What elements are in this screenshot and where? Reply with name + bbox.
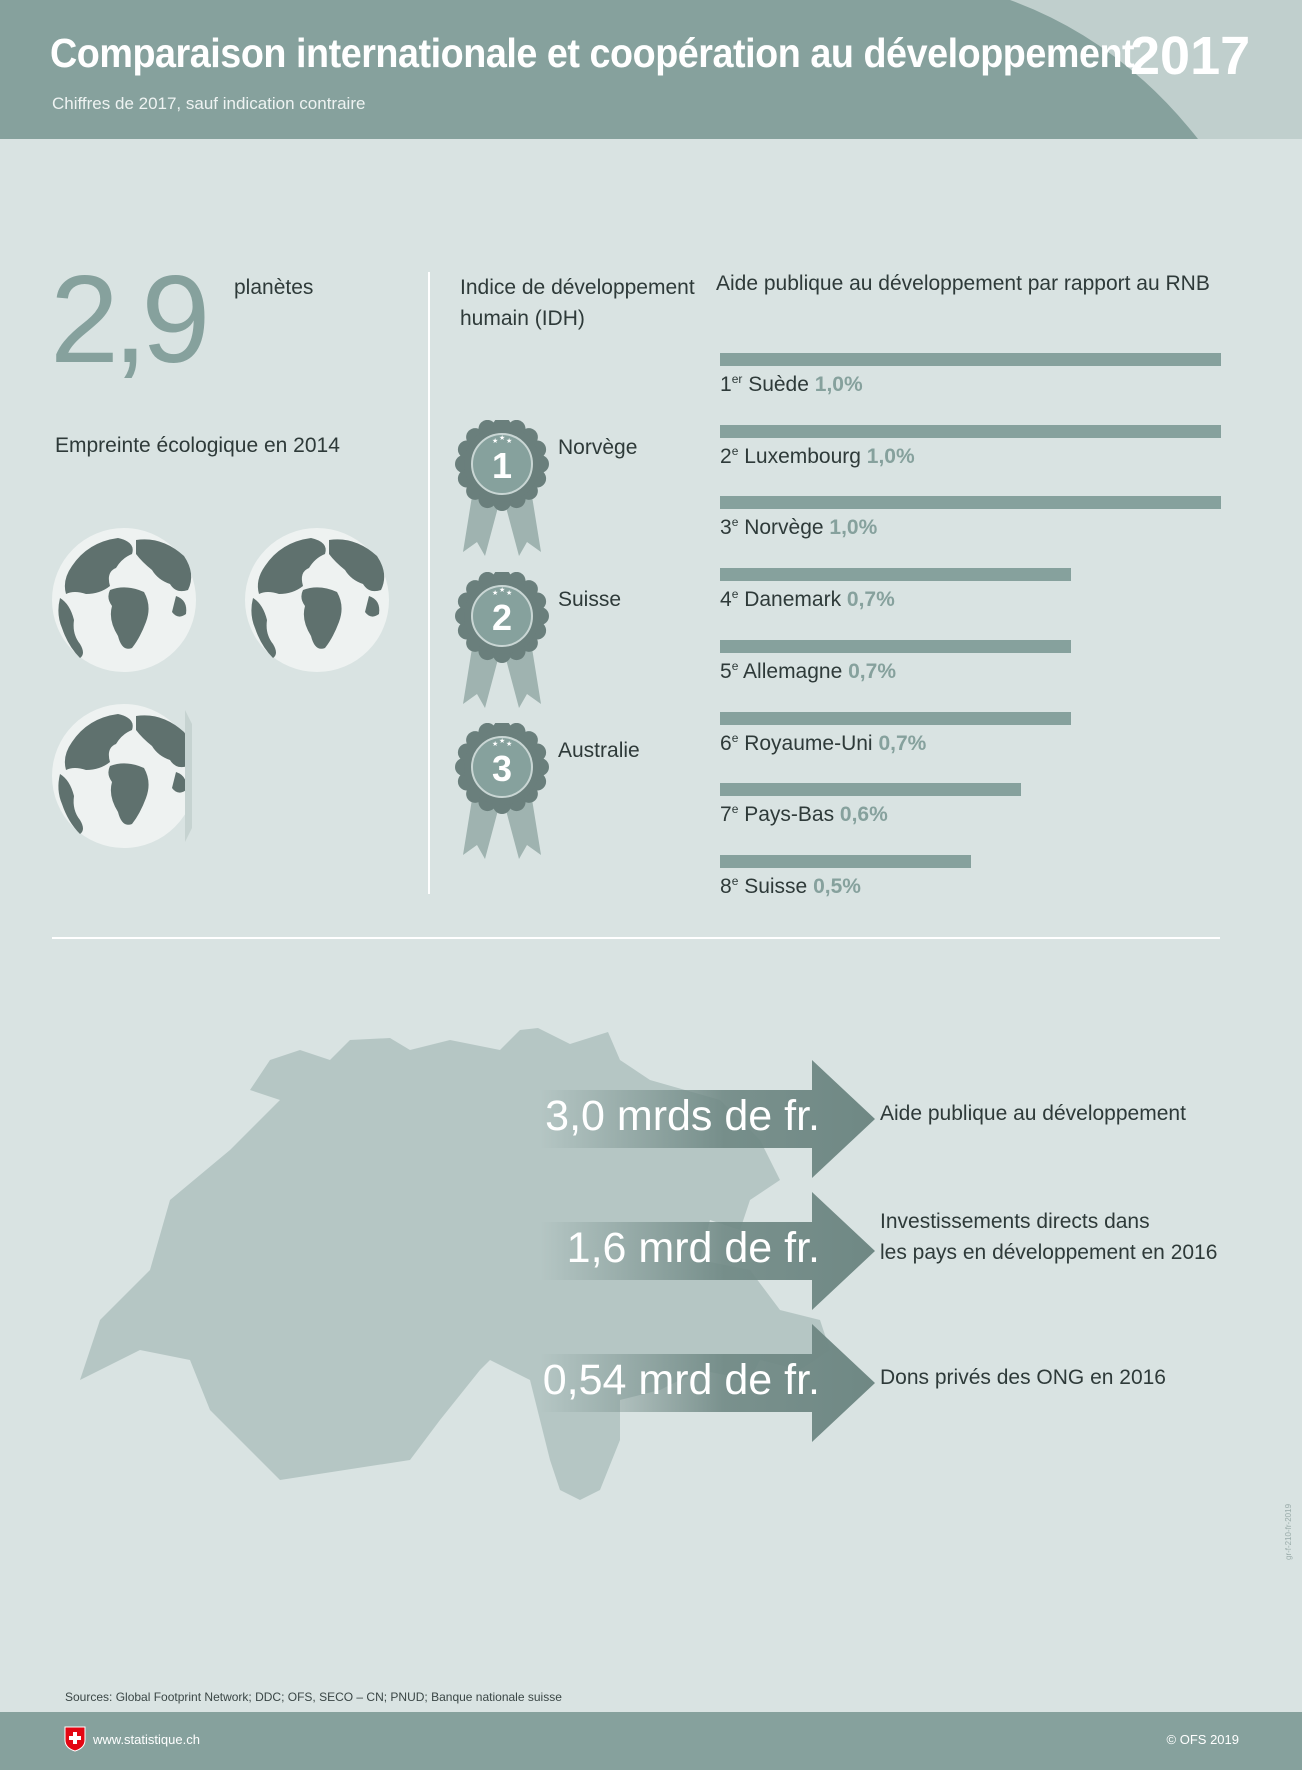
column-divider [428, 272, 430, 894]
apd-bar-label [720, 515, 877, 540]
apd-bar [720, 568, 1071, 581]
idh-country-label: Suisse [558, 588, 622, 611]
header-banner [0, 0, 1302, 139]
apd-value: 0,7% [848, 659, 896, 683]
svg-text:★: ★ [499, 586, 506, 594]
rank-number: 8 [720, 874, 732, 898]
apd-bar [720, 640, 1071, 653]
globe-icon-partial [52, 704, 196, 848]
flow-description [880, 1098, 1186, 1129]
apd-bar [720, 712, 1071, 725]
footprint-value: 2,9 [50, 251, 205, 389]
apd-bar-label [720, 731, 926, 756]
svg-text:★: ★ [492, 740, 499, 748]
apd-value: 1,0% [814, 373, 863, 396]
svg-text:★: ★ [499, 434, 506, 442]
flow-description-line: Aide publique au développement [880, 1102, 1186, 1125]
flow-value: 0,54 mrd de fr. [542, 1356, 820, 1404]
apd-bar [720, 855, 971, 868]
footprint-label: Empreinte écologique en 2014 [55, 434, 340, 457]
rank-suffix: e [731, 873, 739, 888]
rank-number: 3 [720, 516, 732, 540]
sources-note: Sources: Global Footprint Network; DDC; OFS, SECO – CN; PNUD; Banque nationale suisse [65, 1690, 562, 1704]
country-name: Danemark [738, 588, 847, 612]
apd-value: 1,0% [829, 516, 878, 540]
rank-suffix: er [731, 372, 743, 386]
svg-text:★: ★ [499, 737, 506, 745]
page-subtitle: Chiffres de 2017, sauf indication contraire [52, 94, 366, 113]
medal-icon [455, 572, 549, 712]
globe-icon [52, 528, 196, 672]
footprint-unit: planètes [234, 276, 314, 299]
country-name: Suède [742, 373, 815, 396]
idh-title: Indice de développement humain (IDH) [460, 276, 695, 330]
apd-bar-label [720, 372, 863, 397]
country-name: Pays-Bas [738, 803, 840, 827]
apd-bar [720, 496, 1221, 509]
page-title: Comparaison internationale et coopération au développement [50, 30, 1135, 76]
rank-number: 7 [720, 803, 732, 827]
rank-number: 2 [720, 444, 732, 468]
website-link[interactable]: www.statistique.ch [93, 1732, 200, 1747]
svg-text:★: ★ [506, 437, 513, 445]
country-name: Royaume-Uni [738, 731, 879, 755]
section-divider [52, 937, 1220, 939]
apd-bar-label [720, 659, 896, 684]
svg-text:★: ★ [492, 589, 499, 597]
flow-description-line: Dons privés des ONG en 2016 [880, 1366, 1166, 1389]
graphic-code: gr-f-210-fr-2019 [1284, 1503, 1293, 1560]
rank-suffix: e [731, 658, 739, 673]
apd-value: 0,6% [839, 803, 888, 827]
svg-text:★: ★ [506, 589, 513, 597]
copyright-label: © OFS 2019 [1166, 1732, 1239, 1747]
globes-illustration [52, 528, 402, 858]
flow-description [880, 1206, 1217, 1268]
rank-suffix: e [731, 515, 739, 530]
globe-icon [245, 528, 389, 672]
rank-suffix: e [731, 802, 739, 817]
medal-rank: 3 [491, 748, 513, 789]
swiss-flag-icon [64, 1726, 86, 1752]
medal-rank: 2 [491, 597, 513, 638]
apd-value: 0,7% [878, 731, 927, 755]
apd-bar-label [720, 587, 895, 612]
apd-value: 0,5% [813, 874, 861, 898]
rank-suffix: e [731, 443, 739, 458]
country-name: Suisse [738, 874, 814, 898]
medal-icon [455, 420, 549, 560]
rank-suffix: e [731, 587, 739, 602]
apd-value: 0,7% [846, 588, 895, 612]
apd-bar [720, 783, 1021, 796]
year-label: 2017 [1130, 26, 1251, 86]
apd-bar-label [720, 874, 861, 899]
country-name: Luxembourg [738, 444, 867, 468]
svg-text:★: ★ [492, 437, 499, 445]
rank-number: 4 [720, 588, 732, 612]
apd-bar [720, 353, 1221, 366]
country-name: Norvège [738, 516, 830, 540]
rank-number: 1 [720, 373, 732, 396]
rank-number: 6 [720, 731, 732, 755]
flow-value: 3,0 mrds de fr. [545, 1092, 820, 1140]
medal-rank: 1 [491, 445, 513, 486]
footer-bar [0, 1712, 1302, 1770]
apd-value: 1,0% [866, 444, 915, 468]
flow-description-line: les pays en développement en 2016 [880, 1241, 1218, 1264]
apd-bar [720, 425, 1221, 438]
svg-text:★: ★ [506, 740, 513, 748]
flow-value: 1,6 mrd de fr. [566, 1224, 820, 1272]
medal-icon [455, 723, 549, 863]
apd-bar-label [720, 444, 915, 469]
rank-suffix: e [731, 730, 739, 745]
apd-title: Aide publique au développement par rapport au RNB [716, 272, 1210, 295]
idh-country-label: Australie [558, 739, 640, 762]
country-name: Allemagne [738, 659, 849, 683]
apd-bar-label [720, 802, 888, 827]
idh-country-label: Norvège [558, 436, 638, 459]
flow-description [880, 1362, 1166, 1393]
rank-number: 5 [720, 659, 732, 683]
flow-description-line: Investissements directs dans [880, 1210, 1150, 1233]
